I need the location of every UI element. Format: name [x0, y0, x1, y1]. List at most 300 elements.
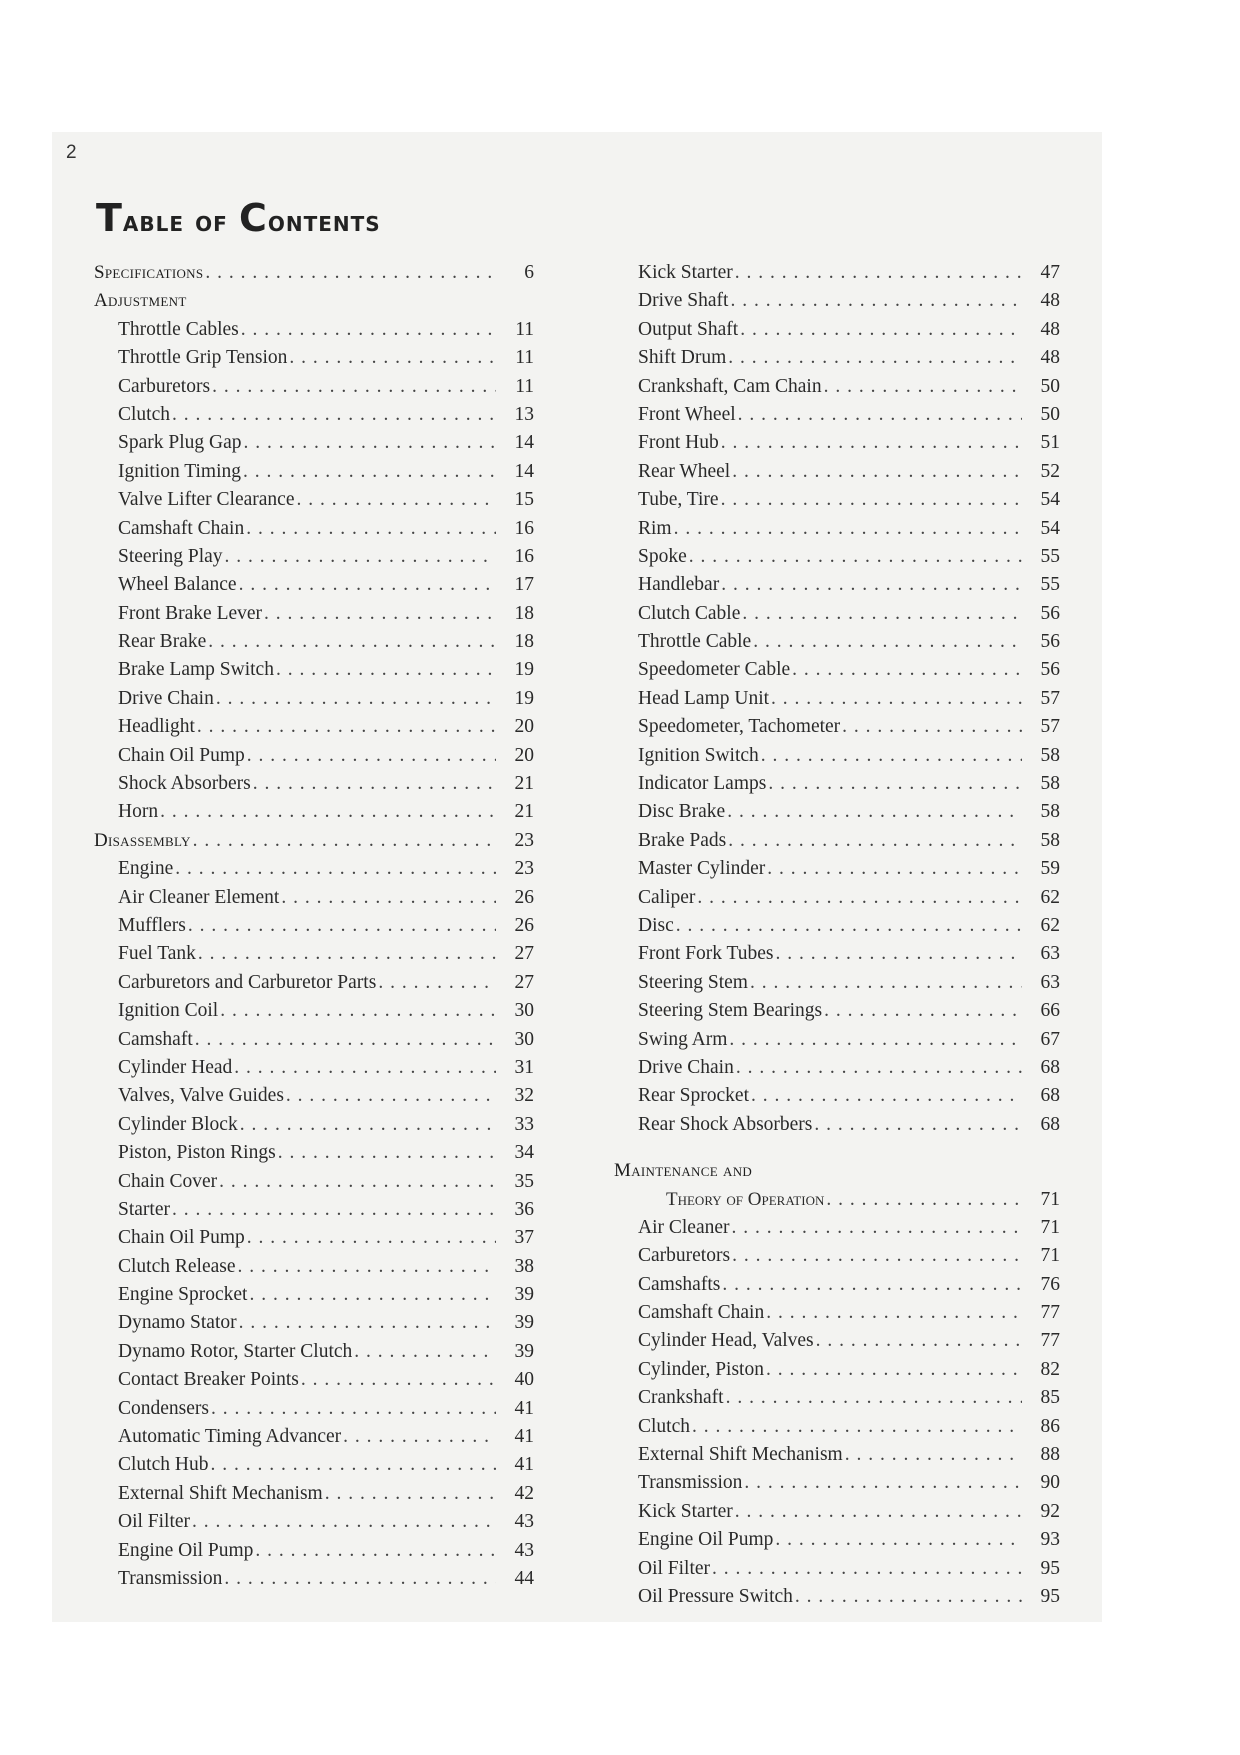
- toc-entry-page: 19: [514, 687, 534, 709]
- dot-leader: [766, 1359, 1022, 1381]
- toc-section-heading: [94, 290, 534, 318]
- toc-entry: [614, 1387, 1060, 1415]
- page-number: 2: [66, 142, 77, 163]
- toc-entry-page: 68: [1040, 1085, 1060, 1107]
- toc-entry-label: Front Wheel: [638, 403, 736, 425]
- toc-entry: [614, 631, 1060, 659]
- toc-entry-label: Horn: [118, 801, 159, 823]
- dot-leader: [239, 1312, 496, 1334]
- toc-entry-page: 42: [514, 1482, 534, 1504]
- dot-leader: [296, 489, 496, 511]
- toc-entry: [614, 574, 1060, 602]
- dot-leader: [193, 830, 496, 852]
- dot-leader: [301, 1369, 496, 1391]
- toc-entry-page: 19: [514, 659, 534, 681]
- toc-entry: [94, 773, 534, 801]
- toc-entry-page: 58: [1040, 829, 1060, 851]
- dot-leader: [845, 1444, 1022, 1466]
- toc-entry-label: Transmission: [638, 1472, 743, 1494]
- dot-leader: [768, 773, 1022, 795]
- toc-entry: [614, 1529, 1060, 1557]
- dot-leader: [281, 887, 496, 909]
- toc-entry: [94, 489, 534, 517]
- dot-leader: [175, 858, 496, 880]
- toc-entry-page: 39: [514, 1312, 534, 1334]
- dot-leader: [729, 1029, 1022, 1051]
- toc-entry-page: 54: [1040, 517, 1060, 539]
- toc-entry-page: 76: [1040, 1273, 1060, 1295]
- dot-leader: [744, 1472, 1022, 1494]
- toc-entry-page: 92: [1040, 1500, 1060, 1522]
- toc-entry-page: 88: [1040, 1444, 1060, 1466]
- toc-entry: [614, 290, 1060, 318]
- dot-leader: [842, 716, 1022, 738]
- title-word-3: ontents: [267, 204, 381, 238]
- toc-entry: [94, 1000, 534, 1028]
- toc-entry-page: 62: [1040, 914, 1060, 936]
- toc-entry-page: 71: [1040, 1188, 1060, 1210]
- toc-entry-page: 48: [1040, 347, 1060, 369]
- toc-entry-label: Carburetors and Carburetor Parts: [118, 971, 377, 993]
- toc-right-column: [614, 262, 1060, 1614]
- toc-entry-label: Crankshaft: [638, 1387, 724, 1409]
- toc-entry-label: Disassembly: [94, 829, 191, 851]
- toc-entry-label: Caliper: [638, 886, 696, 908]
- toc-entry-page: 95: [1040, 1557, 1060, 1579]
- toc-entry: [614, 1558, 1060, 1586]
- toc-entry-label: Rear Shock Absorbers: [638, 1113, 813, 1135]
- dot-leader: [212, 376, 496, 398]
- toc-entry-page: 58: [1040, 773, 1060, 795]
- dot-leader: [343, 1426, 496, 1448]
- dot-leader: [676, 915, 1022, 937]
- toc-entry-page: 50: [1040, 375, 1060, 397]
- toc-entry: [614, 858, 1060, 886]
- dot-leader: [751, 1085, 1022, 1107]
- toc-entry-page: 23: [514, 858, 534, 880]
- toc-entry: [94, 1540, 534, 1568]
- dot-leader: [378, 972, 496, 994]
- toc-entry-label: Brake Pads: [638, 829, 727, 851]
- toc-entry: [614, 716, 1060, 744]
- toc-entry: [94, 1114, 534, 1142]
- dot-leader: [766, 1302, 1022, 1324]
- toc-entry-label: External Shift Mechanism: [118, 1482, 323, 1504]
- toc-entry-label: Drive Shaft: [638, 290, 729, 312]
- toc-entry-label: Throttle Cable: [638, 631, 752, 653]
- toc-entry-label: Brake Lamp Switch: [118, 659, 274, 681]
- toc-entry-page: 93: [1040, 1529, 1060, 1551]
- toc-entry-label: Head Lamp Unit: [638, 687, 770, 709]
- toc-entry-page: 47: [1040, 262, 1060, 283]
- dot-leader: [771, 688, 1022, 710]
- toc-entry: [94, 688, 534, 716]
- toc-entry-label: Camshaft Chain: [118, 517, 245, 539]
- toc-entry-page: 55: [1040, 545, 1060, 567]
- toc-entry-page: 56: [1040, 659, 1060, 681]
- toc-entry: [94, 1085, 534, 1113]
- toc-entry-page: 39: [514, 1284, 534, 1306]
- dot-leader: [767, 858, 1022, 880]
- toc-entry-page: 41: [514, 1426, 534, 1448]
- toc-entry-label: Clutch Hub: [118, 1454, 209, 1476]
- toc-entry: [614, 773, 1060, 801]
- dot-leader: [742, 603, 1022, 625]
- toc-entry-page: 54: [1040, 489, 1060, 511]
- toc-entry-label: Engine Oil Pump: [638, 1529, 774, 1551]
- toc-entry: [94, 1568, 534, 1596]
- toc-left-column: [94, 262, 534, 1596]
- toc-entry-label: Starter: [118, 1198, 170, 1220]
- toc-entry: [94, 1171, 534, 1199]
- toc-entry: [614, 1057, 1060, 1085]
- toc-entry-label: Camshaft Chain: [638, 1302, 765, 1324]
- toc-entry: [94, 631, 534, 659]
- toc-entry-page: 43: [514, 1511, 534, 1533]
- toc-section-heading: [94, 830, 534, 858]
- toc-entry-label: Headlight: [118, 716, 195, 738]
- toc-entry-label: Output Shaft: [638, 318, 739, 340]
- dot-leader: [243, 461, 496, 483]
- dot-leader: [775, 1529, 1022, 1551]
- toc-entry-page: 14: [514, 432, 534, 454]
- dot-leader: [325, 1483, 496, 1505]
- dot-leader: [198, 943, 496, 965]
- toc-entry-label: Transmission: [118, 1567, 223, 1589]
- toc-entry-label: Spark Plug Gap: [118, 432, 242, 454]
- toc-entry-page: 30: [514, 1000, 534, 1022]
- toc-entry-label: Camshaft: [118, 1028, 193, 1050]
- toc-entry-label: Mufflers: [118, 914, 186, 936]
- toc-entry-label: Throttle Cables: [118, 318, 239, 340]
- toc-entry: [94, 319, 534, 347]
- toc-entry-label: Wheel Balance: [118, 574, 237, 596]
- toc-entry: [614, 432, 1060, 460]
- toc-entry-page: 31: [514, 1056, 534, 1078]
- toc-entry-page: 68: [1040, 1113, 1060, 1135]
- toc-entry-page: 33: [514, 1113, 534, 1135]
- toc-entry: [94, 546, 534, 574]
- toc-entry-page: 52: [1040, 460, 1060, 482]
- toc-entry-label: Carburetors: [638, 1245, 731, 1267]
- toc-entry: [614, 1029, 1060, 1057]
- dot-leader: [195, 1029, 496, 1051]
- toc-entry: [94, 461, 534, 489]
- toc-entry: [614, 404, 1060, 432]
- toc-entry-page: 90: [1040, 1472, 1060, 1494]
- toc-entry-label: Disc Brake: [638, 801, 726, 823]
- dot-leader: [738, 404, 1022, 426]
- toc-entry: [614, 745, 1060, 773]
- dot-leader: [727, 801, 1022, 823]
- toc-entry: [94, 603, 534, 631]
- title-word-2: of: [195, 204, 228, 238]
- toc-entry-page: 37: [514, 1227, 534, 1249]
- toc-entry-page: 51: [1040, 432, 1060, 454]
- dot-leader: [795, 1586, 1022, 1608]
- dot-leader: [211, 1398, 496, 1420]
- toc-entry-page: 71: [1040, 1245, 1060, 1267]
- dot-leader: [205, 262, 496, 284]
- toc-entry-page: 63: [1040, 971, 1060, 993]
- dot-leader: [241, 319, 496, 341]
- toc-entry-page: 86: [1040, 1415, 1060, 1437]
- toc-entry-page: 21: [514, 773, 534, 795]
- toc-entry-label: Drive Chain: [638, 1056, 734, 1078]
- toc-entry-page: 27: [514, 971, 534, 993]
- toc-entry-label: Steering Stem Bearings: [638, 1000, 823, 1022]
- toc-entry-page: 20: [514, 716, 534, 738]
- dot-leader: [225, 546, 496, 568]
- dot-leader: [210, 1454, 496, 1476]
- toc-entry-page: 66: [1040, 1000, 1060, 1022]
- toc-entry-label: Indicator Lamps: [638, 773, 767, 795]
- toc-entry-page: 35: [514, 1170, 534, 1192]
- toc-entry-label: Clutch: [118, 403, 170, 425]
- dot-leader: [750, 972, 1022, 994]
- toc-entry-label: Kick Starter: [638, 262, 733, 283]
- page-title: [96, 196, 381, 240]
- dot-leader: [244, 432, 497, 454]
- toc-entry: [94, 1199, 534, 1227]
- toc-entry-label: Steering Play: [118, 545, 223, 567]
- dot-leader: [824, 376, 1022, 398]
- toc-entry: [94, 943, 534, 971]
- toc-entry: [94, 1426, 534, 1454]
- toc-entry-label: Shift Drum: [638, 347, 727, 369]
- dot-leader: [247, 1227, 496, 1249]
- toc-entry: [94, 915, 534, 943]
- toc-entry: [94, 858, 534, 886]
- toc-entry: [614, 1330, 1060, 1358]
- dot-leader: [816, 1330, 1022, 1352]
- toc-entry-label: Oil Filter: [638, 1557, 711, 1579]
- toc-entry-label: Master Cylinder: [638, 858, 766, 880]
- dot-leader: [246, 518, 496, 540]
- toc-entry-page: 48: [1040, 318, 1060, 340]
- toc-entry-label: Clutch: [638, 1415, 690, 1437]
- toc-entry-page: 15: [514, 489, 534, 511]
- toc-entry-label: Cylinder Block: [118, 1113, 238, 1135]
- toc-entry-label: Piston, Piston Rings: [118, 1142, 276, 1164]
- toc-entry-label: Throttle Grip Tension: [118, 347, 288, 369]
- toc-entry-label: Valves, Valve Guides: [118, 1085, 284, 1107]
- dot-leader: [735, 1501, 1022, 1523]
- toc-entry-page: 18: [514, 631, 534, 653]
- toc-entry-page: 26: [514, 886, 534, 908]
- dot-leader: [736, 1057, 1022, 1079]
- toc-entry: [614, 801, 1060, 829]
- toc-entry-label: Shock Absorbers: [118, 773, 251, 795]
- toc-entry-page: 11: [515, 375, 534, 397]
- dot-leader: [697, 887, 1022, 909]
- toc-entry: [614, 1444, 1060, 1472]
- dot-leader: [732, 1217, 1022, 1239]
- toc-entry-page: 71: [1040, 1216, 1060, 1238]
- toc-entry: [94, 1454, 534, 1482]
- toc-entry-page: 59: [1040, 858, 1060, 880]
- toc-entry-label: Speedometer, Tachometer: [638, 716, 841, 738]
- dot-leader: [826, 1189, 1022, 1211]
- dot-leader: [689, 546, 1022, 568]
- toc-section-heading: [614, 1189, 1060, 1217]
- toc-entry: [614, 943, 1060, 971]
- toc-entry-label: Chain Cover: [118, 1170, 218, 1192]
- toc-entry-label: Contact Breaker Points: [118, 1369, 299, 1391]
- toc-entry-page: 34: [514, 1142, 534, 1164]
- toc-entry: [614, 1245, 1060, 1273]
- toc-entry-label: Rear Brake: [118, 631, 207, 653]
- toc-entry-label: Automatic Timing Advancer: [118, 1426, 342, 1448]
- toc-entry: [614, 546, 1060, 574]
- toc-entry: [614, 461, 1060, 489]
- dot-leader: [286, 1085, 496, 1107]
- toc-entry-label: Cylinder Head, Valves: [638, 1330, 814, 1352]
- toc-entry: [94, 1312, 534, 1340]
- toc-entry-label: Chain Oil Pump: [118, 1227, 245, 1249]
- toc-entry-label: Camshafts: [638, 1273, 721, 1295]
- dot-leader: [238, 1256, 496, 1278]
- toc-entry-page: 85: [1040, 1387, 1060, 1409]
- dot-leader: [247, 745, 496, 767]
- toc-entry: [614, 1501, 1060, 1529]
- dot-leader: [722, 1274, 1022, 1296]
- toc-entry: [94, 972, 534, 1000]
- toc-entry-label: Specifications: [94, 262, 204, 283]
- toc-entry-label: Condensers: [118, 1397, 209, 1419]
- toc-entry-page: 21: [514, 801, 534, 823]
- toc-entry-label: Crankshaft, Cam Chain: [638, 375, 822, 397]
- toc-entry: [614, 1472, 1060, 1500]
- toc-entry-page: 57: [1040, 716, 1060, 738]
- toc-entry-page: 39: [514, 1340, 534, 1362]
- toc-entry-page: 56: [1040, 602, 1060, 624]
- toc-entry-label: Kick Starter: [638, 1500, 733, 1522]
- dot-leader: [824, 1000, 1022, 1022]
- toc-entry-label: Ignition Switch: [638, 744, 759, 766]
- toc-entry-label: Drive Chain: [118, 687, 214, 709]
- title-initial-1: T: [96, 196, 123, 240]
- dot-leader: [735, 262, 1022, 284]
- dot-leader: [253, 773, 496, 795]
- dot-leader: [728, 347, 1022, 369]
- toc-entry-page: 95: [1040, 1585, 1060, 1607]
- dot-leader: [692, 1416, 1022, 1438]
- toc-entry-label: Carburetors: [118, 375, 211, 397]
- toc-entry: [614, 830, 1060, 858]
- toc-entry-page: 20: [514, 744, 534, 766]
- toc-entry-page: 32: [514, 1085, 534, 1107]
- toc-entry-label: Adjustment: [94, 290, 187, 312]
- toc-entry: [614, 1416, 1060, 1444]
- toc-entry-label: Ignition Coil: [118, 1000, 219, 1022]
- title-word-1: able: [122, 204, 185, 238]
- toc-entry-page: 26: [514, 914, 534, 936]
- toc-entry-page: 36: [514, 1198, 534, 1220]
- section-gap: [614, 1142, 1060, 1160]
- toc-entry: [614, 915, 1060, 943]
- toc-entry: [94, 801, 534, 829]
- dot-leader: [726, 1387, 1022, 1409]
- dot-leader: [712, 1558, 1022, 1580]
- toc-entry-label: Swing Arm: [638, 1028, 728, 1050]
- dot-leader: [208, 631, 496, 653]
- toc-entry: [614, 319, 1060, 347]
- dot-leader: [172, 404, 496, 426]
- toc-entry-label: Front Brake Lever: [118, 602, 263, 624]
- dot-leader: [249, 1284, 496, 1306]
- toc-entry: [94, 1511, 534, 1539]
- toc-entry-page: 68: [1040, 1056, 1060, 1078]
- dot-leader: [276, 659, 496, 681]
- toc-entry-label: Air Cleaner: [638, 1216, 730, 1238]
- toc-entry-page: 17: [514, 574, 534, 596]
- toc-entry-label: Steering Stem: [638, 971, 748, 993]
- toc-entry: [94, 887, 534, 915]
- toc-entry: [614, 972, 1060, 1000]
- toc-entry: [94, 1341, 534, 1369]
- toc-entry-label: Chain Oil Pump: [118, 744, 245, 766]
- toc-entry-page: 63: [1040, 943, 1060, 965]
- toc-entry: [94, 1256, 534, 1284]
- dot-leader: [775, 943, 1022, 965]
- toc-entry-page: 82: [1040, 1358, 1060, 1380]
- toc-entry-page: 40: [514, 1369, 534, 1391]
- toc-entry: [614, 1586, 1060, 1614]
- dot-leader: [728, 830, 1022, 852]
- dot-leader: [220, 1000, 496, 1022]
- toc-entry-label: Front Hub: [638, 432, 719, 454]
- dot-leader: [732, 461, 1022, 483]
- toc-entry-label: Front Fork Tubes: [638, 943, 774, 965]
- toc-entry-label: Maintenance and: [614, 1160, 753, 1182]
- toc-entry-label: Cylinder Head: [118, 1056, 233, 1078]
- dot-leader: [721, 432, 1022, 454]
- toc-entry-page: 67: [1040, 1028, 1060, 1050]
- dot-leader: [264, 603, 496, 625]
- toc-entry: [614, 603, 1060, 631]
- toc-entry-page: 50: [1040, 403, 1060, 425]
- toc-entry: [614, 1274, 1060, 1302]
- dot-leader: [674, 518, 1022, 540]
- toc-entry-page: 41: [514, 1397, 534, 1419]
- dot-leader: [234, 1057, 496, 1079]
- toc-entry-label: External Shift Mechanism: [638, 1444, 843, 1466]
- toc-entry-label: Fuel Tank: [118, 943, 196, 965]
- toc-entry-label: Valve Lifter Clearance: [118, 489, 295, 511]
- dot-leader: [753, 631, 1022, 653]
- dot-leader: [354, 1341, 496, 1363]
- toc-entry: [614, 1085, 1060, 1113]
- toc-entry-page: 14: [514, 460, 534, 482]
- toc-entry-page: 41: [514, 1454, 534, 1476]
- toc-entry: [614, 262, 1060, 290]
- toc-entry-label: Rim: [638, 517, 672, 539]
- toc-entry: [614, 887, 1060, 915]
- toc-entry-label: Disc: [638, 914, 674, 936]
- toc-entry-label: Spoke: [638, 545, 687, 567]
- toc-entry: [614, 376, 1060, 404]
- toc-entry-page: 13: [514, 403, 534, 425]
- toc-section-heading: [94, 262, 534, 290]
- dot-leader: [188, 915, 496, 937]
- dot-leader: [255, 1540, 496, 1562]
- toc-entry-page: 44: [514, 1567, 534, 1589]
- toc-entry: [94, 404, 534, 432]
- toc-entry-page: 43: [514, 1539, 534, 1561]
- toc-entry: [94, 518, 534, 546]
- dot-leader: [740, 319, 1022, 341]
